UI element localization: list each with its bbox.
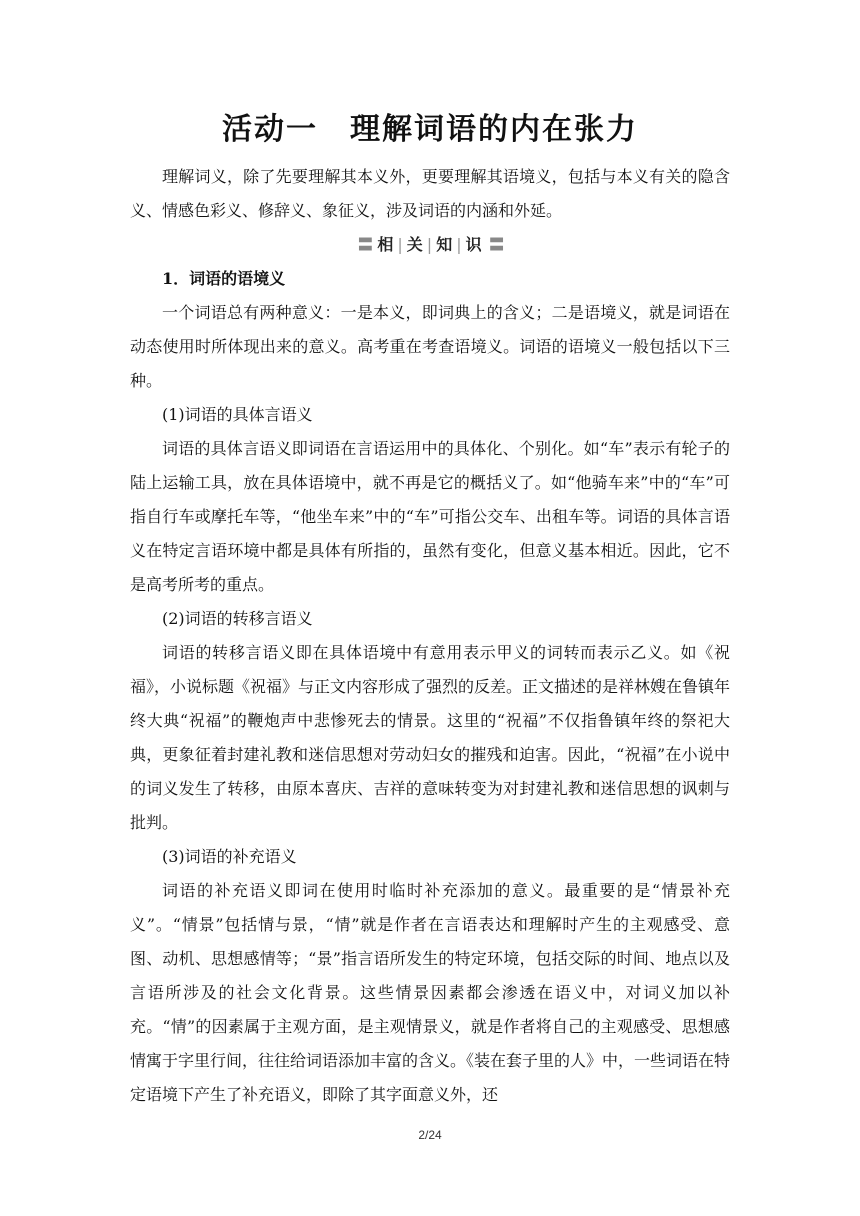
banner-char: 关: [406, 235, 424, 254]
banner-separator: |: [426, 235, 434, 254]
section-heading: 1．词语的语境义: [162, 269, 286, 288]
page-number: 2/24: [418, 1128, 442, 1142]
banner-char: 相: [377, 235, 395, 254]
banner-separator: |: [456, 235, 463, 254]
section-paragraph: 一个词语总有两种意义：一是本义，即词典上的含义；二是语境义，就是词语在动态使用时所体现出来的意义。高考重在考查语境义。词语的语境义一般包括以下三种。: [130, 303, 730, 390]
subsection-paragraph: 词语的补充语义即词在使用时临时补充添加的意义。最重要的是“情景补充义”。“情景”包括情与景，“情”就是作者在言语表达和理解时产生的主观感受、意图、动机、思想感情等；“景”指言语所发生的特定环境，包括交际的时间、地点以及言语所涉及的社会文化背景。这些情景因素都会渗透在语义中，对词义加以补充。“情”的因素属于主观方面，是主观情景义，就是作者将自己的主观感受、思想感情寓于字里行间，往往给词语添加丰富的含义。《装在套子里的人》中，一些词语在特定语境下产生了补充语义，即除了其字面意义外，还: [130, 881, 731, 1104]
subsection-paragraph: 词语的转移言语义即在具体语境中有意用表示甲义的词转而表示乙义。如《祝福》，小说标题《祝福》与正文内容形成了强烈的反差。正文描述的是祥林嫂在鲁镇年终大典“祝福”的鞭炮声中悲惨死去的情景。这里的“祝福”不仅指鲁镇年终的祭祀大典，更象征着封建礼教和迷信思想对劳动妇女的摧残和迫害。因此，“祝福”在小说中的词义发生了转移，由原本喜庆、吉祥的意味转变为对封建礼教和迷信思想的讽刺与批判。: [130, 643, 731, 832]
subsection-heading: (3)词语的补充语义: [162, 847, 297, 866]
document-body: [130, 160, 730, 1112]
intro-paragraph: 理解词义，除了先要理解其本义外，更要理解其语境义，包括与本义有关的隐含义、情感色彩义、修辞义、象征义，涉及词语的内涵和外延。: [130, 167, 730, 220]
banner-right-decoration: 〓: [488, 235, 503, 254]
banner-separator: |: [397, 235, 404, 254]
banner-char: 识: [465, 235, 483, 254]
page-title: 活动一 理解词语的内在张力: [222, 112, 638, 147]
related-knowledge-banner: [130, 228, 730, 262]
banner-char: 知: [436, 235, 454, 254]
subsection-heading: (2)词语的转移言语义: [162, 609, 313, 628]
banner-left-decoration: 〓: [357, 235, 372, 254]
subsection-heading: (1)词语的具体言语义: [162, 405, 313, 424]
subsection-paragraph: 词语的具体言语义即词语在言语运用中的具体化、个别化。如“车”表示有轮子的陆上运输工具，放在具体语境中，就不再是它的概括义了。如“他骑车来”中的“车”可指自行车或摩托车等，“他坐车来”中的“车”可指公交车、出租车等。词语的具体言语义在特定言语环境中都是具体有所指的，虽然有变化，但意义基本相近。因此，它不是高考所考的重点。: [130, 439, 730, 594]
